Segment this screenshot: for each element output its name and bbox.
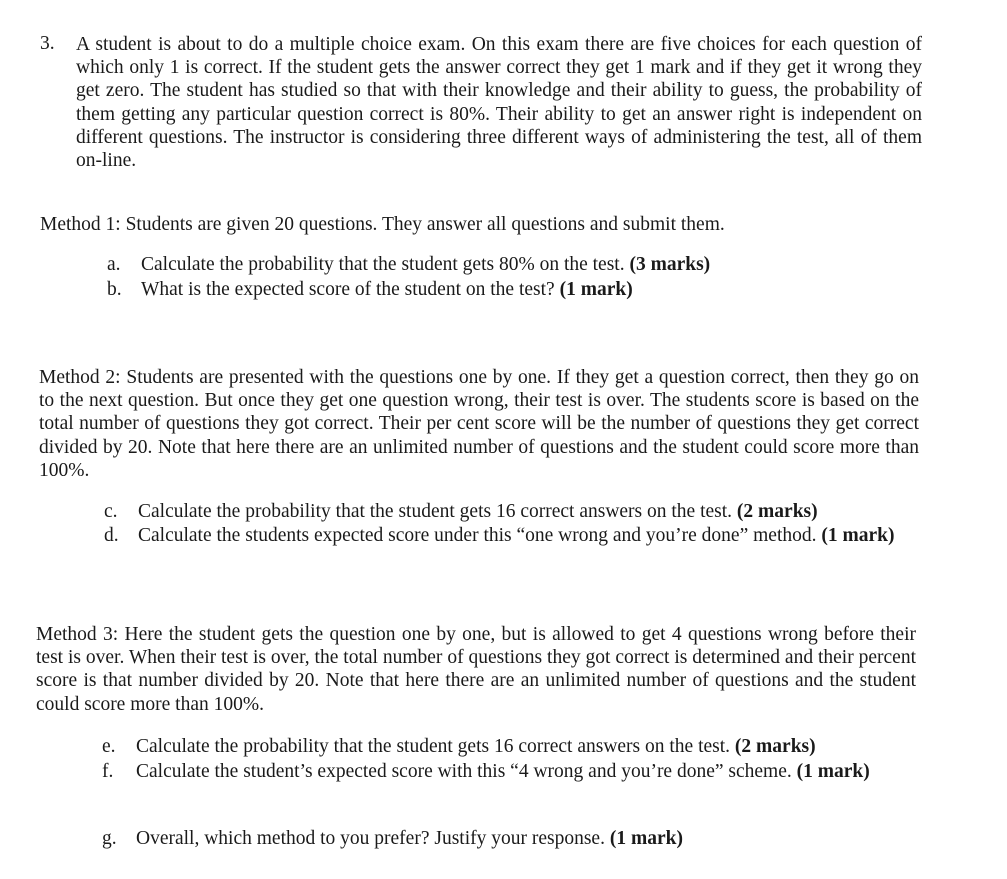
part-g [102, 827, 683, 850]
part-label: c. [104, 501, 118, 522]
method-2-description: Method 2: Students are presented with the questions one by one. If they get a question correct, then they go on to the next question. But once they get one question wrong, their test is over. The students score is based on the total number of questions they got correct. Their per cent score will be the number of questions they get correct divided by 20. Note that here there are an unlimited number of questions and the student could score more than 100%. [39, 367, 919, 481]
marks: (1 mark) [559, 279, 633, 300]
part-text: What is the expected score of the student on the test? (1 mark) [141, 279, 633, 300]
part-text: Calculate the probability that the student gets 16 correct answers on the test. (2 marks) [136, 736, 816, 757]
marks: (1 mark) [609, 828, 683, 849]
part-label: d. [104, 525, 119, 546]
marks: (1 mark) [796, 761, 870, 782]
marks: (2 marks) [736, 501, 818, 522]
part-label: e. [102, 736, 116, 757]
part-label: b. [107, 279, 122, 300]
part-c [104, 500, 818, 523]
question-intro: A student is about to do a multiple choice exam. On this exam there are five choices for each question of which only 1 is correct. If the student gets the answer correct they get 1 mark and if they get it wrong they get zero. The student has studied so that with their knowledge and their ability to guess, the probability of them getting any particular question correct is 80%. Their ability to get an answer right is independent on different questions. The instructor is considering three different ways of administering the test, all of them on-line. [76, 34, 922, 172]
part-e [102, 735, 816, 758]
part-label: a. [107, 254, 121, 275]
part-text: Calculate the probability that the student gets 80% on the test. (3 marks) [141, 254, 711, 275]
part-label: f. [102, 761, 114, 782]
part-f [102, 760, 870, 783]
method-1-description: Method 1: Students are given 20 questions. They answer all questions and submit them. [40, 214, 725, 235]
part-b [107, 278, 633, 301]
part-text: Calculate the student’s expected score with this “4 wrong and you’re done” scheme. (1 mark) [136, 761, 870, 782]
part-text: Calculate the probability that the student gets 16 correct answers on the test. (2 marks) [138, 501, 818, 522]
marks: (2 marks) [734, 736, 816, 757]
part-a [107, 253, 710, 276]
part-text: Overall, which method to you prefer? Justify your response. (1 mark) [136, 828, 683, 849]
part-label: g. [102, 828, 117, 849]
part-d [104, 524, 922, 547]
method-3-description: Method 3: Here the student gets the question one by one, but is allowed to get 4 questions wrong before their test is over. When their test is over, the total number of questions they got correct is determined and their percent score is that number divided by 20. Note that here there are an unlimited number of questions and the student could score more than 100%. [36, 624, 916, 715]
marks: (3 marks) [629, 254, 711, 275]
question-number: 3. [40, 33, 55, 54]
part-text: Calculate the students expected score under this “one wrong and you’re done” method. (1 mark) [138, 525, 895, 546]
marks: (1 mark) [821, 525, 895, 546]
